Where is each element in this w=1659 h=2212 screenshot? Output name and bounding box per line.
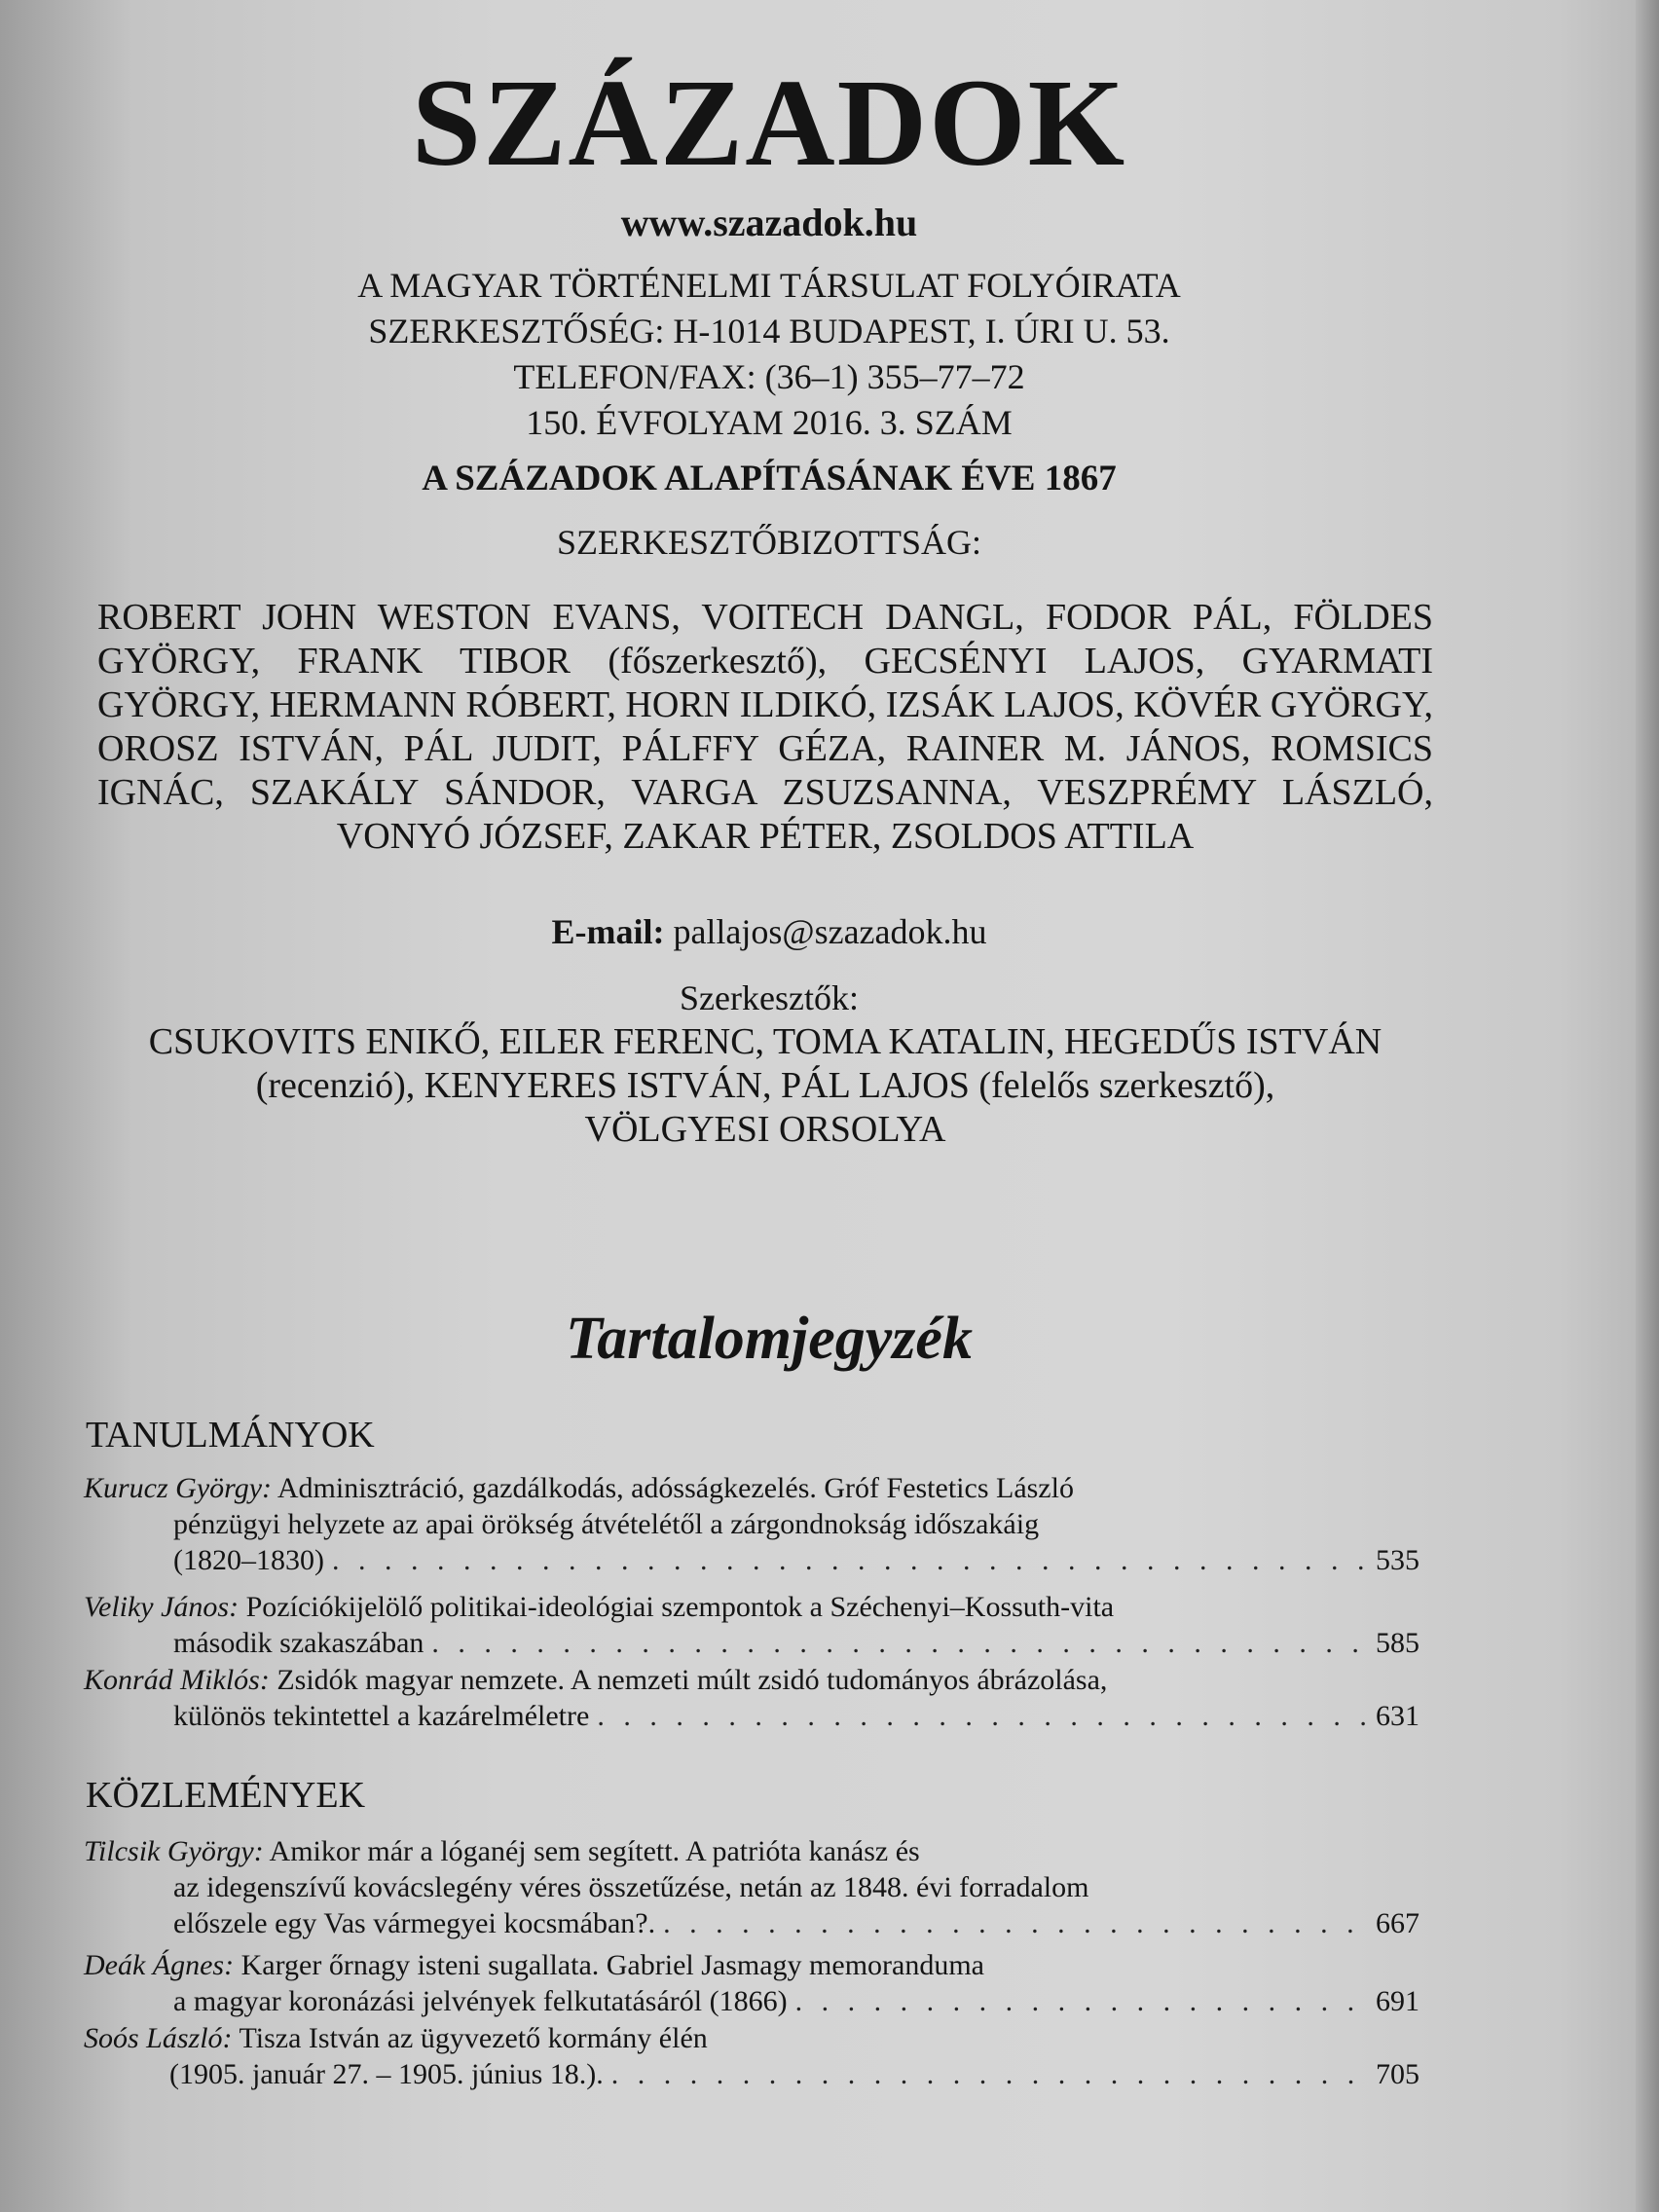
editors-line: VÖLGYESI ORSOLYA bbox=[584, 1109, 946, 1150]
toc-entry[interactable] bbox=[84, 1470, 1419, 1578]
dot-leader bbox=[332, 1542, 1368, 1578]
founding-line: A SZÁZADOK ALAPÍTÁSÁNAK ÉVE 1867 bbox=[422, 459, 1117, 498]
editors-title: Szerkesztők: bbox=[680, 978, 859, 1017]
page-edge bbox=[1636, 0, 1659, 2212]
email-label: E-mail: bbox=[551, 912, 665, 951]
email-line bbox=[0, 911, 1538, 952]
toc-entry[interactable] bbox=[84, 1947, 1419, 2019]
entry-title-end: (1820–1830) bbox=[173, 1544, 324, 1576]
editors-line: (recenzió), KENYERES ISTVÁN, PÁL LAJOS (felelős szerkesztő), bbox=[255, 1065, 1275, 1106]
entry-title-end: második szakaszában bbox=[173, 1627, 424, 1659]
page-number: 705 bbox=[1376, 2058, 1419, 2090]
publisher-line: A MAGYAR TÖRTÉNELMI TÁRSULAT FOLYÓIRATA bbox=[357, 266, 1181, 305]
editors-names bbox=[97, 1020, 1433, 1152]
entry-author: Tilcsik György: bbox=[84, 1835, 264, 1867]
entry-author: Konrád Miklós: bbox=[84, 1664, 270, 1696]
journal-website: www.szazadok.hu bbox=[620, 201, 918, 244]
entry-author: Veliky János: bbox=[84, 1591, 240, 1623]
publisher-block bbox=[0, 263, 1538, 446]
dot-leader bbox=[597, 1698, 1368, 1734]
entry-title-cont: az idegenszívű kovácslegény véres összetűzése, netán az 1848. évi forradalom bbox=[173, 1871, 1089, 1903]
section-heading-kozlemenyek: KÖZLEMÉNYEK bbox=[86, 1775, 366, 1816]
entry-title: Pozíciókijelölő politikai-ideológiai szempontok a Széchenyi–Kossuth-vita bbox=[245, 1591, 1115, 1623]
volume-line: 150. ÉVFOLYAM 2016. 3. SZÁM bbox=[526, 403, 1013, 442]
toc-title: Tartalomjegyzék bbox=[566, 1306, 973, 1372]
board-title: SZERKESZTŐBIZOTTSÁG: bbox=[557, 523, 981, 562]
entry-title-end: a magyar koronázási jelvények felkutatásáról (1866) bbox=[173, 1985, 788, 2017]
toc-entry[interactable] bbox=[84, 1662, 1419, 1734]
entry-title: Zsidók magyar nemzete. A nemzeti múlt zsidó tudományos ábrázolása, bbox=[276, 1664, 1108, 1696]
page-number: 667 bbox=[1376, 1907, 1419, 1939]
journal-title: SZÁZADOK bbox=[411, 54, 1127, 192]
entry-title-end: (1905. január 27. – 1905. június 18.). bbox=[169, 2058, 604, 2090]
section-heading-tanulmanyok: TANULMÁNYOK bbox=[86, 1415, 375, 1456]
page-number: 535 bbox=[1376, 1544, 1419, 1576]
entry-title: Amikor már a lóganéj sem segített. A patrióta kanász és bbox=[269, 1835, 920, 1867]
board-members: ROBERT JOHN WESTON EVANS, VOITECH DANGL, FODOR PÁL, FÖLDES GYÖRGY, FRANK TIBOR (főszerkesztő), GECSÉNYI LAJOS, GYARMATI GYÖRGY, HERMANN RÓBERT, HORN ILDIKÓ, IZSÁK LAJOS, KÖVÉR GYÖRGY, OROSZ ISTVÁN, PÁL JUDIT, PÁLFFY GÉZA, RAINER M. JÁNOS, ROMSICS IGNÁC, SZAKÁLY SÁNDOR, VARGA ZSUZSANNA, VESZPRÉMY LÁSZLÓ, VONYÓ JÓZSEF, ZAKAR PÉTER, ZSOLDOS ATTILA bbox=[97, 597, 1433, 857]
entry-author: Kurucz György: bbox=[84, 1472, 273, 1504]
entry-author: Soós László: bbox=[84, 2022, 233, 2054]
email-address: pallajos@szazadok.hu bbox=[673, 912, 987, 951]
dot-leader bbox=[431, 1625, 1368, 1661]
entry-title: Tisza István az ügyvezető kormány élén bbox=[239, 2022, 708, 2054]
dot-leader bbox=[795, 1983, 1368, 2019]
page-number: 691 bbox=[1376, 1985, 1419, 2017]
toc-entry[interactable] bbox=[84, 1589, 1419, 1661]
dot-leader bbox=[663, 1905, 1368, 1941]
dot-leader bbox=[611, 2056, 1368, 2092]
entry-author: Deák Ágnes: bbox=[84, 1949, 235, 1981]
page-number: 631 bbox=[1376, 1700, 1419, 1732]
entry-title-cont: pénzügyi helyzete az apai örökség átvételétől a zárgondnokság időszakáig bbox=[173, 1508, 1040, 1540]
entry-title-end: különös tekintettel a kazárelméletre bbox=[173, 1700, 590, 1732]
toc-entry[interactable] bbox=[84, 2020, 1419, 2092]
page-number: 585 bbox=[1376, 1627, 1419, 1659]
editors-line: CSUKOVITS ENIKŐ, EILER FERENC, TOMA KATALIN, HEGEDŰS ISTVÁN bbox=[148, 1021, 1382, 1062]
toc-entry[interactable] bbox=[84, 1833, 1419, 1941]
entry-title-end: előszele egy Vas vármegyei kocsmában?. bbox=[173, 1907, 656, 1939]
address-line: SZERKESZTŐSÉG: H-1014 BUDAPEST, I. ÚRI U. 53. bbox=[368, 312, 1170, 350]
entry-title: Adminisztráció, gazdálkodás, adósságkezelés. Gróf Festetics László bbox=[276, 1472, 1074, 1504]
phone-line: TELEFON/FAX: (36–1) 355–77–72 bbox=[513, 357, 1025, 396]
entry-title: Karger őrnagy isteni sugallata. Gabriel Jasmagy memoranduma bbox=[240, 1949, 984, 1981]
